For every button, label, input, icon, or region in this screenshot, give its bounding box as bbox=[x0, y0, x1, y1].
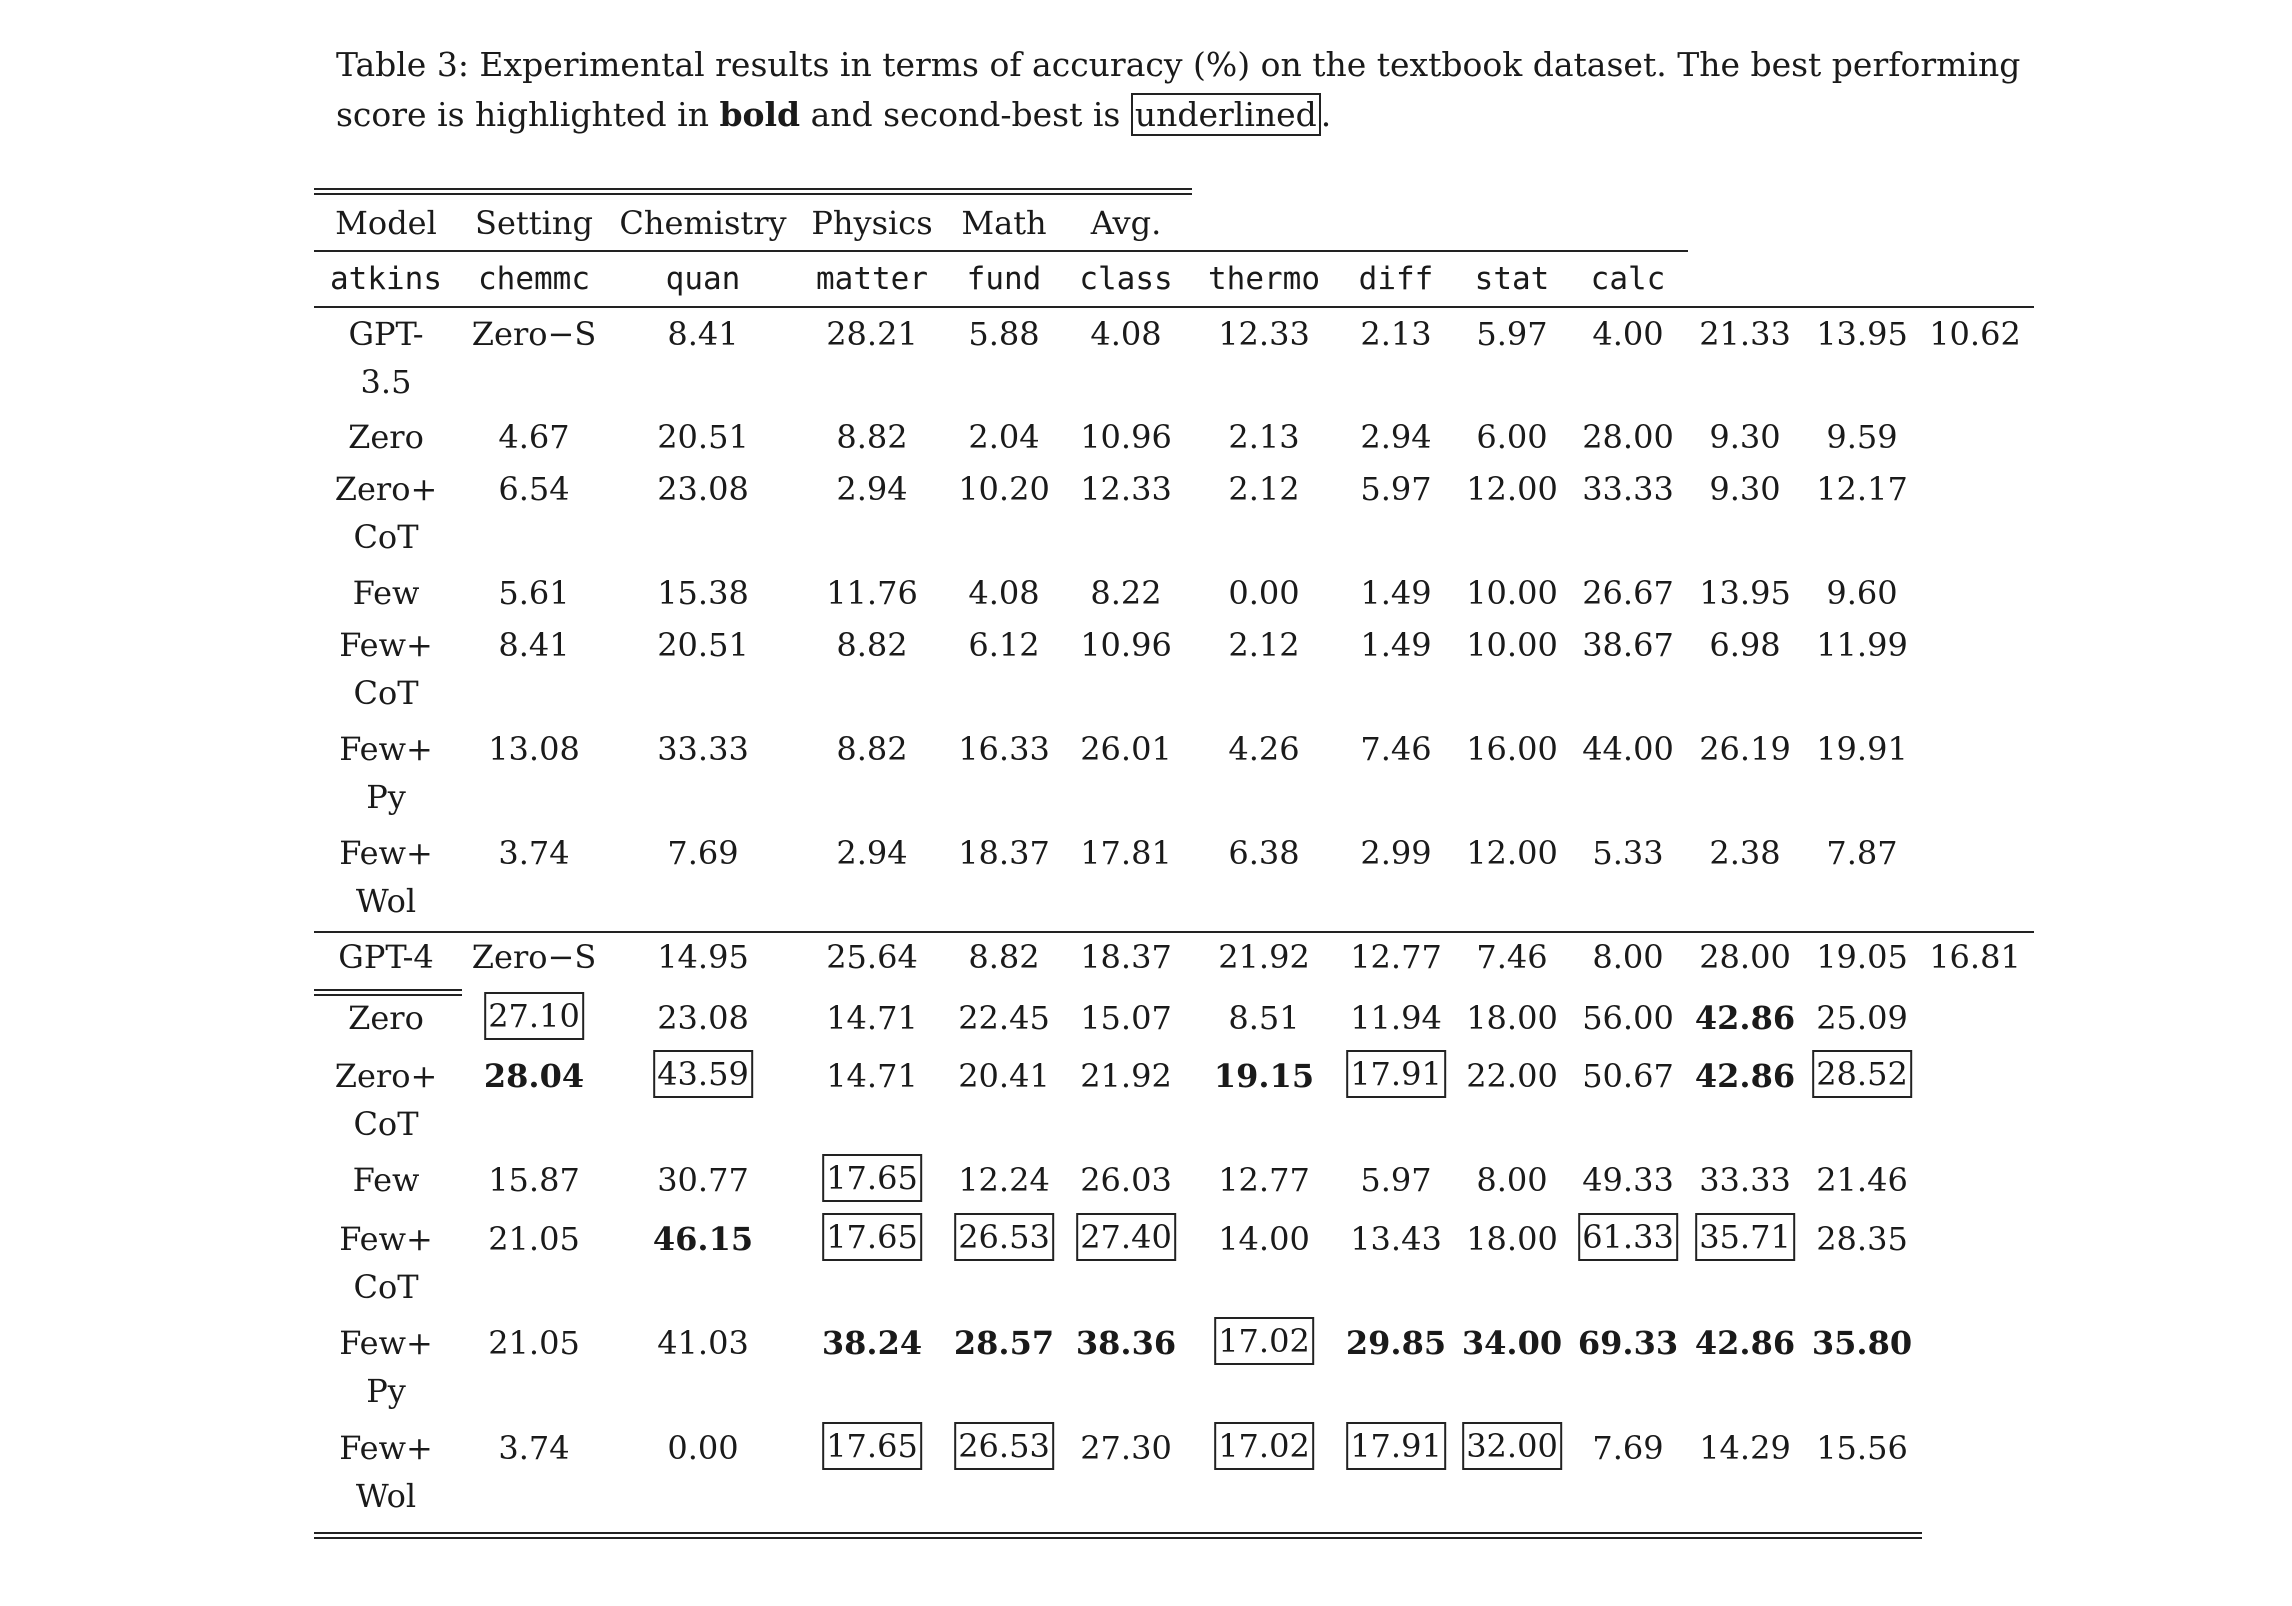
table-cell: 25.64 bbox=[826, 938, 918, 976]
table-cell: 28.00 bbox=[1699, 938, 1791, 976]
table-cell: 33.33 bbox=[657, 730, 749, 768]
table-cell: 20.51 bbox=[657, 626, 749, 664]
table-cell: 30.77 bbox=[657, 1161, 749, 1199]
table-cell: 17.81 bbox=[1080, 834, 1172, 872]
table-cell: 8.22 bbox=[1090, 574, 1162, 612]
table-cell: 10.96 bbox=[1080, 418, 1172, 456]
header-cell: Model bbox=[335, 204, 437, 242]
table-cell: 13.95 bbox=[1699, 574, 1791, 612]
top-rule-2 bbox=[314, 193, 1192, 195]
table-cell: 18.37 bbox=[958, 834, 1050, 872]
table-cell: 15.56 bbox=[1816, 1429, 1908, 1467]
table-cell: 6.12 bbox=[968, 626, 1040, 664]
table-cell: 38.36 bbox=[1075, 1324, 1177, 1362]
table-cell: 28.04 bbox=[483, 1057, 585, 1095]
bottom-rule-2 bbox=[314, 1537, 1922, 1539]
header-cell-dataset: diff bbox=[1358, 261, 1434, 297]
table-cell: 22.00 bbox=[1466, 1057, 1558, 1095]
table-cell: 12.33 bbox=[1218, 315, 1310, 353]
table-cell: 2.99 bbox=[1360, 834, 1432, 872]
table-cell: 15.38 bbox=[657, 574, 749, 612]
table-cell: 56.00 bbox=[1582, 999, 1674, 1037]
table-cell: 41.03 bbox=[657, 1324, 749, 1362]
table-cell: 12.17 bbox=[1816, 470, 1908, 508]
table-cell: 8.41 bbox=[667, 315, 739, 353]
header-cell-dataset: stat bbox=[1474, 261, 1550, 297]
table-cell: 2.04 bbox=[968, 418, 1040, 456]
table-cell: 7.46 bbox=[1360, 730, 1432, 768]
header-cell-dataset: calc bbox=[1590, 261, 1666, 297]
table-cell: 6.54 bbox=[498, 470, 570, 508]
table-cell: 20.51 bbox=[657, 418, 749, 456]
table-cell: 2.13 bbox=[1360, 315, 1432, 353]
table-cell: 2.38 bbox=[1709, 834, 1781, 872]
table-cell: 19.15 bbox=[1213, 1057, 1315, 1095]
header-cell-dataset: chemmc bbox=[478, 261, 590, 297]
table-cell: 2.12 bbox=[1228, 626, 1300, 664]
table-cell: 2.94 bbox=[836, 470, 908, 508]
table-cell: 12.00 bbox=[1466, 834, 1558, 872]
table-cell: 13.95 bbox=[1816, 315, 1908, 353]
table-cell: 0.00 bbox=[667, 1429, 739, 1467]
table-cell: 32.00 bbox=[1462, 1422, 1562, 1470]
caption-text-after: . bbox=[1320, 95, 1332, 134]
table-cell: GPT-4 bbox=[338, 938, 434, 976]
table-cell: 15.87 bbox=[488, 1161, 580, 1199]
header-cell-dataset: quan bbox=[665, 261, 741, 297]
table-cell: 10.00 bbox=[1466, 574, 1558, 612]
table-cell: 34.00 bbox=[1461, 1324, 1563, 1362]
table-cell: 12.33 bbox=[1080, 470, 1172, 508]
table-cell: 26.53 bbox=[954, 1422, 1054, 1470]
table-cell: 8.41 bbox=[498, 626, 570, 664]
table-cell: 28.52 bbox=[1812, 1050, 1912, 1098]
header-cell-dataset: atkins bbox=[330, 261, 442, 297]
table-cell: 27.30 bbox=[1080, 1429, 1172, 1467]
table-cell: 28.35 bbox=[1816, 1220, 1908, 1258]
table-cell: 8.82 bbox=[836, 418, 908, 456]
bottom-rule-1 bbox=[314, 1532, 1922, 1534]
table-cell: 12.77 bbox=[1350, 938, 1442, 976]
table-cell: 12.24 bbox=[958, 1161, 1050, 1199]
table-cell: 10.62 bbox=[1929, 315, 2021, 353]
table-cell: 18.00 bbox=[1466, 999, 1558, 1037]
table-cell: 2.94 bbox=[1360, 418, 1432, 456]
header-bottom-rule bbox=[314, 306, 2034, 308]
table-cell: 46.15 bbox=[652, 1220, 754, 1258]
table-cell: 29.85 bbox=[1345, 1324, 1447, 1362]
table-cell: 13.08 bbox=[488, 730, 580, 768]
table-cell: 12.77 bbox=[1218, 1161, 1310, 1199]
table-cell: 10.00 bbox=[1466, 626, 1558, 664]
table-cell: 15.07 bbox=[1080, 999, 1172, 1037]
table-cell: 5.33 bbox=[1592, 834, 1664, 872]
table-cell: 4.08 bbox=[1090, 315, 1162, 353]
table-cell: 23.08 bbox=[657, 999, 749, 1037]
header-cell: Physics bbox=[811, 204, 933, 242]
table-cell: 69.33 bbox=[1577, 1324, 1679, 1362]
table-cell: 5.97 bbox=[1360, 1161, 1432, 1199]
table-cell: 12.00 bbox=[1466, 470, 1558, 508]
header-cell: Chemistry bbox=[619, 204, 787, 242]
table-cell: 4.26 bbox=[1228, 730, 1300, 768]
table-cell: 4.00 bbox=[1592, 315, 1664, 353]
table-cell: 9.60 bbox=[1826, 574, 1898, 612]
table-cell: 16.81 bbox=[1929, 938, 2021, 976]
table-cell: 8.51 bbox=[1228, 999, 1300, 1037]
table-cell: 49.33 bbox=[1582, 1161, 1674, 1199]
table-cell: 21.33 bbox=[1699, 315, 1791, 353]
table-cell: Zero−S bbox=[471, 938, 597, 976]
table-cell: 20.41 bbox=[958, 1057, 1050, 1095]
table-cell: 2.13 bbox=[1228, 418, 1300, 456]
table-cell: 16.00 bbox=[1466, 730, 1558, 768]
table-cell: 28.21 bbox=[826, 315, 918, 353]
table-cell: 42.86 bbox=[1694, 999, 1796, 1037]
table-cell: 44.00 bbox=[1582, 730, 1674, 768]
table-cell: 38.24 bbox=[821, 1324, 923, 1362]
table-cell: 43.59 bbox=[653, 1050, 753, 1098]
table-cell: 1.49 bbox=[1360, 626, 1432, 664]
table-cell: 10.96 bbox=[1080, 626, 1172, 664]
gpt4-rule-1 bbox=[314, 989, 462, 991]
header-cell: Math bbox=[961, 204, 1047, 242]
table-cell: Zero+ CoT bbox=[334, 1057, 438, 1143]
table-cell: 19.05 bbox=[1816, 938, 1908, 976]
table-cell: GPT- 3.5 bbox=[348, 315, 424, 401]
table-cell: 6.00 bbox=[1476, 418, 1548, 456]
table-cell: 42.86 bbox=[1694, 1057, 1796, 1095]
table-cell: 8.00 bbox=[1592, 938, 1664, 976]
table-cell: 8.82 bbox=[968, 938, 1040, 976]
table-cell: 27.10 bbox=[484, 992, 584, 1040]
table-cell: 14.95 bbox=[657, 938, 749, 976]
table-cell: 17.65 bbox=[822, 1154, 922, 1202]
table-cell: Zero bbox=[348, 418, 424, 456]
table-cell: Few+ CoT bbox=[339, 626, 433, 712]
table-cell: 11.94 bbox=[1350, 999, 1442, 1037]
table-cell: Zero bbox=[348, 999, 424, 1037]
table-cell: 8.82 bbox=[836, 730, 908, 768]
table-cell: 35.80 bbox=[1811, 1324, 1913, 1362]
table-cell: 23.08 bbox=[657, 470, 749, 508]
table-cell: Zero+ CoT bbox=[334, 470, 438, 556]
table-cell: 7.69 bbox=[667, 834, 739, 872]
table-cell: 2.12 bbox=[1228, 470, 1300, 508]
table-cell: 9.30 bbox=[1709, 470, 1781, 508]
table-cell: 7.87 bbox=[1826, 834, 1898, 872]
table-cell: 35.71 bbox=[1695, 1213, 1795, 1261]
table-cell: 26.67 bbox=[1582, 574, 1674, 612]
caption-text-before: Table 3: Experimental results in terms of accuracy (%) on the textbook dataset. The best performing score is highlighted in bbox=[336, 45, 2021, 134]
table-cell: 2.94 bbox=[836, 834, 908, 872]
table-cell: 14.29 bbox=[1699, 1429, 1791, 1467]
table-cell: 50.67 bbox=[1582, 1057, 1674, 1095]
table-cell: 4.67 bbox=[498, 418, 570, 456]
header-cell: Avg. bbox=[1090, 204, 1162, 242]
header-cell: Setting bbox=[475, 204, 593, 242]
table-cell: 27.40 bbox=[1076, 1213, 1176, 1261]
table-cell: 16.33 bbox=[958, 730, 1050, 768]
table-cell: 17.02 bbox=[1214, 1317, 1314, 1365]
table-cell: Few+ Py bbox=[339, 1324, 433, 1410]
table-cell: 14.00 bbox=[1218, 1220, 1310, 1258]
table-cell: Zero−S bbox=[471, 315, 597, 353]
header-cell-dataset: matter bbox=[816, 261, 928, 297]
table-cell: 17.65 bbox=[822, 1422, 922, 1470]
table-cell: 11.99 bbox=[1816, 626, 1908, 664]
header-mid-rule bbox=[314, 250, 1688, 252]
table-cell: 8.82 bbox=[836, 626, 908, 664]
table-cell: 21.05 bbox=[488, 1220, 580, 1258]
table-cell: Few+ Wol bbox=[339, 1429, 433, 1515]
table-cell: 5.88 bbox=[968, 315, 1040, 353]
table-cell: 26.03 bbox=[1080, 1161, 1172, 1199]
caption-boxed-word: underlined bbox=[1131, 93, 1321, 136]
table-cell: 33.33 bbox=[1699, 1161, 1791, 1199]
table-cell: 25.09 bbox=[1816, 999, 1908, 1037]
table-cell: 9.59 bbox=[1826, 418, 1898, 456]
table-cell: Few bbox=[352, 1161, 420, 1199]
table-cell: 5.97 bbox=[1476, 315, 1548, 353]
table-cell: 17.02 bbox=[1214, 1422, 1314, 1470]
table-cell: Few bbox=[352, 574, 420, 612]
table-cell: 17.91 bbox=[1346, 1050, 1446, 1098]
table-cell: 21.92 bbox=[1218, 938, 1310, 976]
table-cell: 22.45 bbox=[958, 999, 1050, 1037]
table-cell: 38.67 bbox=[1582, 626, 1674, 664]
table-cell: 11.76 bbox=[826, 574, 918, 612]
table-cell: 3.74 bbox=[498, 834, 570, 872]
table-cell: 19.91 bbox=[1816, 730, 1908, 768]
caption-text-middle: and second-best is bbox=[800, 95, 1131, 134]
table-cell: 26.19 bbox=[1699, 730, 1791, 768]
table-cell: 28.00 bbox=[1582, 418, 1674, 456]
table-cell: Few+ CoT bbox=[339, 1220, 433, 1306]
header-cell-dataset: thermo bbox=[1208, 261, 1320, 297]
table-cell: 33.33 bbox=[1582, 470, 1674, 508]
table-cell: 6.98 bbox=[1709, 626, 1781, 664]
table-cell: 26.53 bbox=[954, 1213, 1054, 1261]
table-cell: 14.71 bbox=[826, 1057, 918, 1095]
table-cell: 42.86 bbox=[1694, 1324, 1796, 1362]
table-cell: 7.46 bbox=[1476, 938, 1548, 976]
table-cell: 0.00 bbox=[1228, 574, 1300, 612]
table-cell: Few+ Py bbox=[339, 730, 433, 816]
table-cell: 6.38 bbox=[1228, 834, 1300, 872]
caption-bold-word: bold bbox=[719, 95, 801, 134]
table-cell: 18.37 bbox=[1080, 938, 1172, 976]
table-cell: 14.71 bbox=[826, 999, 918, 1037]
table-cell: 21.46 bbox=[1816, 1161, 1908, 1199]
table-cell: 5.97 bbox=[1360, 470, 1432, 508]
table-cell: 26.01 bbox=[1080, 730, 1172, 768]
table-cell: 9.30 bbox=[1709, 418, 1781, 456]
top-rule-1 bbox=[314, 188, 1192, 190]
table-cell: 28.57 bbox=[953, 1324, 1055, 1362]
header-cell-dataset: fund bbox=[966, 261, 1042, 297]
table-cell: 8.00 bbox=[1476, 1161, 1548, 1199]
table-cell: 61.33 bbox=[1578, 1213, 1678, 1261]
table-cell: 21.92 bbox=[1080, 1057, 1172, 1095]
table-cell: 17.91 bbox=[1346, 1422, 1446, 1470]
table-cell: 18.00 bbox=[1466, 1220, 1558, 1258]
table-cell: 7.69 bbox=[1592, 1429, 1664, 1467]
table-cell: 21.05 bbox=[488, 1324, 580, 1362]
table-cell: 5.61 bbox=[498, 574, 570, 612]
table-cell: 10.20 bbox=[958, 470, 1050, 508]
header-cell-dataset: class bbox=[1079, 261, 1173, 297]
table-cell: Few+ Wol bbox=[339, 834, 433, 920]
table-cell: 17.65 bbox=[822, 1213, 922, 1261]
table-cell: 3.74 bbox=[498, 1429, 570, 1467]
table-cell: 13.43 bbox=[1350, 1220, 1442, 1258]
table-cell: 4.08 bbox=[968, 574, 1040, 612]
table-cell: 1.49 bbox=[1360, 574, 1432, 612]
